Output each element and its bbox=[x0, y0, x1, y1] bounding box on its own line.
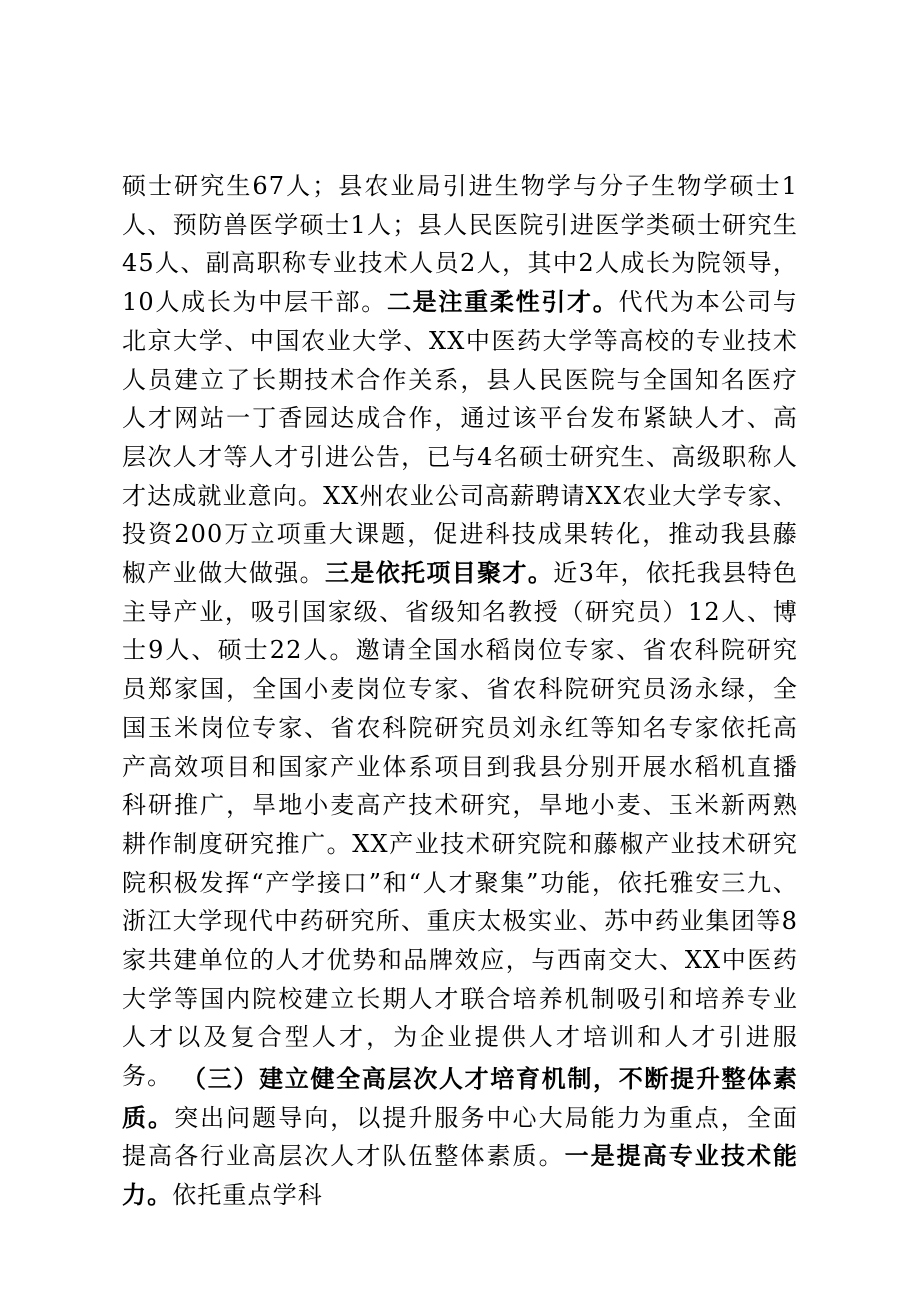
section-paragraph bbox=[122, 1060, 798, 1215]
paragraph-text: 代代为本公司与北京大学、中国农业大学、XX中医药大学等高校的专业技术人员建立了长期技术合作关系，县人民医院与全国知名医疗人才网站一丁香园达成合作，通过该平台发布紧缺人才、高层次人才等人才引进公告，已与4名硕士研究生、高级职称人才达成就业意向。XX州农业公司高薪聘请XX农业大学专家、投资200万立项重大课题，促进科技成果转化，推动我县藤椒产业做大做强。 bbox=[122, 288, 799, 588]
bold-heading-professional-ability: 一是提高专业技术能力。 bbox=[122, 1141, 798, 1210]
bold-heading-flexible-talent: 二是注重柔性引才。 bbox=[386, 287, 619, 317]
body-paragraph bbox=[122, 167, 798, 1096]
paragraph-text: 硕士研究生67人；县农业局引进生物学与分子生物学硕士1人、预防兽医学硕士1人；县人民医院引进医学类硕士研究生45人、副高职称专业技术人员2人，其中2人成长为院领导，10人成长为中层干部。 bbox=[122, 172, 798, 317]
bold-heading-project-talent: 三是依托项目聚才。 bbox=[324, 558, 554, 588]
paragraph-text: 依托重点学科 bbox=[172, 1181, 323, 1210]
section-heading: （三）建立健全高层次人才培育机制，不断提升整体素质。 bbox=[122, 1064, 798, 1132]
paragraph-text: 突出问题导向，以提升服务中心大局能力为重点，全面提高各行业高层次人才队伍整体素质。 bbox=[122, 1103, 798, 1171]
paragraph-text: 近3年，依托我县特色主导产业，吸引国家级、省级知名教授（研究员）12人、博士9人、硕士22人。邀请全国水稻岗位专家、省农科院研究员郑家国，全国小麦岗位专家、省农科院研究员汤永绿，全国玉米岗位专家、省农科院研究员刘永红等知名专家依托高产高效项目和国家产业体系项目到我县分别开展水稻机直播科研推广，旱地小麦高产技术研究，旱地小麦、玉米新两熟耕作制度研究推广。XX产业技术研究院和藤椒产业技术研究院积极发挥“产学接口”和“人才聚集”功能，依托雅安三九、浙江大学现代中药研究所、重庆太极实业、苏中药业集团等8家共建单位的人才优势和品牌效应，与西南交大、XX中医药大学等国内院校建立长期人才联合培养机制吸引和培养专业人才以及复合型人才，为企业提供人才培训和人才引进服务。 bbox=[122, 559, 798, 1091]
